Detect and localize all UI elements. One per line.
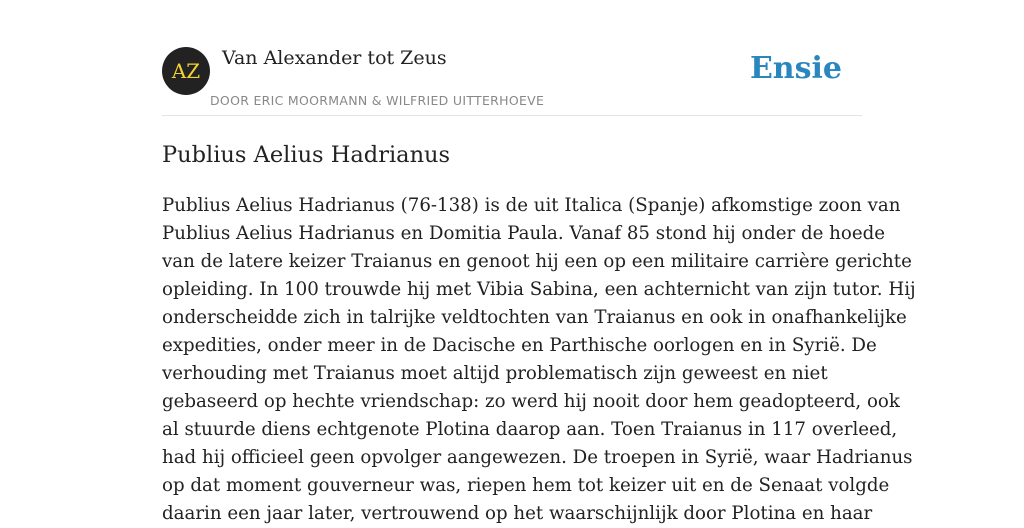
body-line: had hij officieel geen opvolger aangewezen. De troepen in Syrië, waar Hadrianus [162, 447, 913, 468]
body-line: onderscheidde zich in talrijke veldtochten van Traianus en ook in onafhankelijke [162, 307, 907, 328]
brand-logo[interactable]: Ensie [749, 51, 842, 86]
body-line: Publius Aelius Hadrianus en Domitia Paula. Vanaf 85 stond hij onder de hoede [162, 223, 886, 244]
body-line: op dat moment gouverneur was, riepen hem tot keizer uit en de Senaat volgde [162, 475, 890, 496]
body-line: al stuurde diens echtgenote Plotina daarop aan. Toen Traianus in 117 overleed, [162, 419, 898, 440]
byline: DOOR ERIC MOORMANN & WILFRIED UITTERHOEVE [210, 93, 545, 108]
book-avatar[interactable]: AZ [162, 47, 210, 95]
book-title-link[interactable]: Van Alexander tot Zeus [222, 47, 447, 69]
body-line: daarin een jaar later, vertrouwend op het waarschijnlijk door Plotina en haar [162, 503, 873, 524]
entry-title: Publius Aelius Hadrianus [162, 142, 451, 168]
body-line: opleiding. In 100 trouwde hij met Vibia Sabina, een achternicht van zijn tutor. Hij [162, 279, 916, 300]
header [162, 0, 862, 116]
body-line: van de latere keizer Traianus en genoot hij een op een militaire carrière gerichte [162, 251, 912, 272]
entry-body [162, 192, 916, 528]
body-line: gebaseerd op hechte vriendschap: zo werd hij nooit door hem geadopteerd, ook [162, 391, 900, 412]
body-line: verhouding met Traianus moet altijd problematisch zijn geweest en niet [162, 363, 828, 384]
body-line: expedities, onder meer in de Dacische en Parthische oorlogen en in Syrië. De [162, 335, 877, 356]
body-line: Publius Aelius Hadrianus (76-138) is de uit Italica (Spanje) afkomstige zoon van [162, 195, 901, 216]
page [162, 0, 916, 524]
